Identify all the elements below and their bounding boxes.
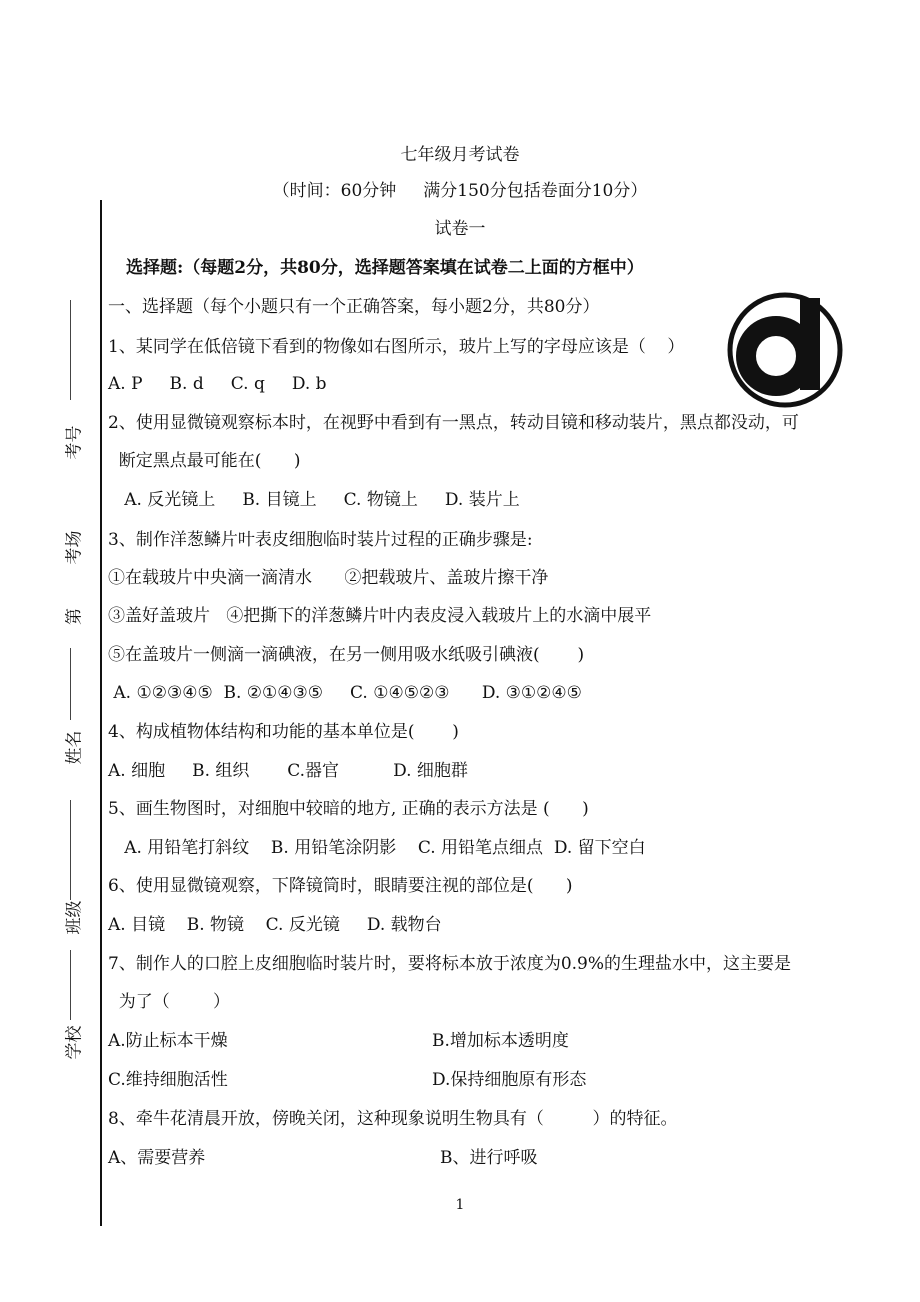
exam-line: 2、使用显微镜观察标本时，在视野中看到有一黑点，转动目镜和移动装片，黑点都没动，可	[108, 413, 799, 433]
name-blank	[70, 648, 71, 720]
exam-line: ③盖好盖玻片 ④把撕下的洋葱鳞片叶内表皮浸入载玻片上的水滴中展平	[108, 606, 652, 626]
label-di: 第	[64, 608, 85, 625]
q7-option-a: A.防止标本干燥	[108, 1031, 228, 1051]
exam-line: 5、画生物图时，对细胞中较暗的地方, 正确的表示方法是 ( )	[108, 799, 589, 819]
label-room: 考场	[64, 530, 85, 565]
page-number: 1	[455, 1197, 465, 1213]
exam-line: ①在载玻片中央滴一滴清水 ②把载玻片、盖玻片擦干净	[108, 568, 549, 588]
exam-line: A. 用铅笔打斜纹 B. 用铅笔涂阴影 C. 用铅笔点细点 D. 留下空白	[108, 838, 646, 858]
q7-option-d: D.保持细胞原有形态	[432, 1070, 587, 1090]
exam-line: ⑤在盖玻片一侧滴一滴碘液，在另一侧用吸水纸吸引碘液( )	[108, 645, 585, 665]
exam-line: 断定黑点最可能在( )	[108, 451, 301, 471]
exam-line: 6、使用显微镜观察，下降镜筒时，眼睛要注视的部位是( )	[108, 876, 573, 896]
exam-line: 4、构成植物体结构和功能的基本单位是( )	[108, 722, 459, 742]
exam-line: 1、某同学在低倍镜下看到的物像如右图所示，玻片上写的字母应该是（ ）	[108, 337, 685, 357]
number-blank	[70, 300, 71, 400]
label-number: 考号	[64, 425, 85, 460]
q8-option-b: B、进行呼吸	[440, 1148, 538, 1168]
q7-option-c: C.维持细胞活性	[108, 1070, 228, 1090]
school-blank	[70, 950, 71, 1020]
letter-d-figure	[726, 288, 844, 412]
exam-line: 为了（ ）	[108, 992, 231, 1012]
exam-line: 7、制作人的口腔上皮细胞临时装片时，要将标本放于浓度为0.9%的生理盐水中，这主要是	[108, 954, 792, 974]
class-blank	[70, 800, 71, 900]
exam-line: A. 反光镜上 B. 目镜上 C. 物镜上 D. 装片上	[108, 490, 520, 510]
paper-label: 试卷一	[434, 219, 486, 239]
q8-option-a: A、需要营养	[108, 1148, 206, 1168]
q7-option-b: B.增加标本透明度	[432, 1031, 569, 1051]
exam-line: A. 目镜 B. 物镜 C. 反光镜 D. 载物台	[108, 915, 442, 935]
question-8: 8、牵牛花清晨开放，傍晚关闭，这种现象说明生物具有（ ）的特征。	[108, 1109, 678, 1129]
exam-title: 七年级月考试卷	[400, 145, 520, 165]
label-class: 班级	[64, 900, 85, 935]
exam-line: 3、制作洋葱鳞片叶表皮细胞临时装片过程的正确步骤是:	[108, 530, 533, 550]
label-name: 姓名	[64, 730, 85, 765]
exam-line: 一、选择题（每个小题只有一个正确答案，每小题2分，共80分）	[108, 297, 600, 317]
exam-line: A. 细胞 B. 组织 C.器官 D. 细胞群	[108, 761, 468, 781]
exam-line: A. ①②③④⑤ B. ②①④③⑤ C. ①④⑤②③ D. ③①②④⑤	[108, 683, 582, 703]
binding-line	[100, 200, 102, 1226]
label-school: 学校	[64, 1025, 85, 1060]
exam-subtitle: （时间：60分钟 满分150分包括卷面分10分）	[272, 181, 648, 201]
exam-line: A. P B. d C. q D. b	[108, 374, 327, 394]
section-instruction: 选择题:（每题2分，共80分，选择题答案填在试卷二上面的方框中）	[126, 258, 644, 278]
